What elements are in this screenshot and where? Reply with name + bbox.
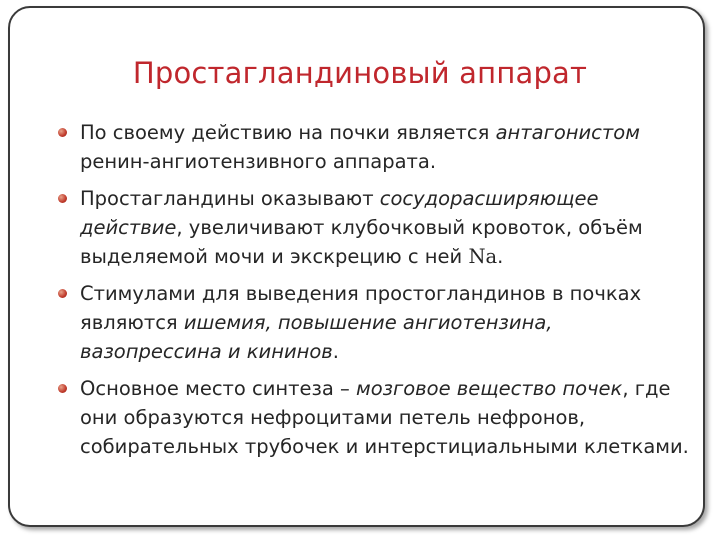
bullet-text: . (332, 340, 339, 363)
bullet-text: ренин-ангиотензивного аппарата. (80, 150, 437, 173)
bullet-dot-icon (58, 194, 67, 203)
bullet-text: . (497, 245, 504, 268)
bullet-dot-icon (58, 289, 67, 298)
bullet-list (58, 118, 698, 469)
sodium-symbol: Na (468, 245, 498, 268)
list-item (58, 374, 698, 461)
list-item (58, 279, 698, 366)
bullet-text: По своему действию на почки является (80, 121, 496, 144)
bullet-dot-icon (58, 384, 67, 393)
bullet-emphasis: антагонистом (495, 121, 640, 144)
bullet-dot-icon (58, 128, 67, 137)
bullet-emphasis: мозговое вещество почек (356, 377, 623, 400)
slide-title: Простагландиновый аппарат (132, 56, 588, 90)
bullet-text: , где они образуются нефроцитами петель нефронов, собирательных трубочек и интерстициальными клетками. (80, 377, 689, 458)
bullet-emphasis: сосудорасширяющее действие (80, 187, 599, 239)
bullet-emphasis: ишемия, повышение ангиотензина, вазопрессина и кининов (80, 311, 553, 363)
list-item (58, 118, 698, 176)
bullet-text: , увеличивают клубочковый кровоток, объём выделяемой мочи и экскрецию с ней (80, 216, 643, 268)
bullet-text: Основное место синтеза – (80, 377, 356, 400)
bullet-text: Стимулами для выведения простогландинов в почках являются (80, 282, 642, 334)
list-item (58, 184, 698, 271)
bullet-text: Простагландины оказывают (80, 187, 380, 210)
